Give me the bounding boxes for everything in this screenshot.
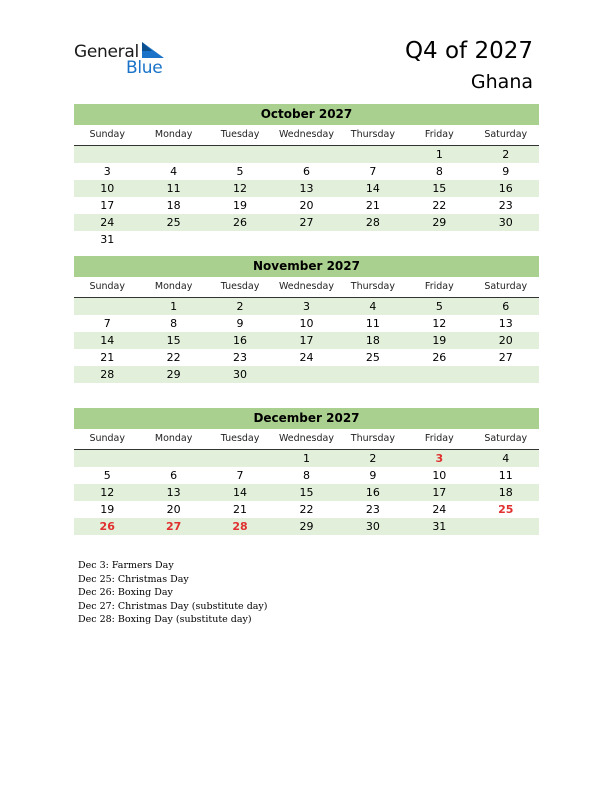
week-row — [74, 518, 539, 535]
date-cell — [340, 366, 406, 383]
date-cell: 25 — [365, 351, 380, 364]
date-cell: 11 — [166, 182, 181, 195]
date-cell — [207, 146, 273, 163]
week-row — [74, 467, 539, 484]
date-cell — [473, 231, 539, 248]
logo-word-general: General — [74, 42, 139, 62]
weekday-label: Friday — [424, 129, 454, 140]
date-cell: 22 — [166, 351, 181, 364]
month-header: October 2027 — [74, 104, 539, 125]
date-cell: 4 — [369, 300, 377, 313]
weekday-header-row — [74, 429, 539, 450]
date-cell: 20 — [299, 199, 314, 212]
date-cell — [207, 450, 273, 467]
page-subtitle: Ghana — [470, 71, 533, 93]
holiday-date: 25 — [498, 503, 514, 516]
week-row — [74, 349, 539, 366]
weekday-label: Wednesday — [278, 433, 334, 444]
weekday-label: Monday — [154, 433, 193, 444]
weekday-label: Wednesday — [278, 281, 334, 292]
date-cell: 18 — [498, 486, 513, 499]
month-december — [74, 408, 539, 535]
weekday-header-row — [74, 125, 539, 146]
date-cell: 4 — [170, 165, 178, 178]
weekday-label: Wednesday — [278, 129, 334, 140]
week-row — [74, 366, 539, 383]
date-cell: 9 — [236, 317, 244, 330]
holiday-note: Dec 3: Farmers Day — [78, 560, 174, 571]
holiday-note: Dec 27: Christmas Day (substitute day) — [78, 600, 268, 612]
weekday-label: Friday — [424, 281, 454, 292]
date-cell: 10 — [299, 317, 314, 330]
date-cell: 5 — [236, 165, 244, 178]
date-cell: 5 — [435, 300, 443, 313]
date-cell: 17 — [299, 334, 314, 347]
date-cell: 4 — [502, 452, 510, 465]
holiday-date: 3 — [435, 452, 444, 465]
weekday-header-row — [74, 277, 539, 298]
date-cell: 24 — [100, 216, 115, 229]
date-cell: 19 — [100, 503, 115, 516]
week-row — [74, 180, 539, 197]
date-cell: 31 — [432, 520, 447, 533]
date-cell: 18 — [166, 199, 181, 212]
date-cell: 21 — [100, 351, 115, 364]
date-cell: 19 — [233, 199, 248, 212]
date-cell: 11 — [365, 317, 380, 330]
week-row — [74, 332, 539, 349]
date-cell: 16 — [365, 486, 380, 499]
date-cell — [473, 518, 539, 535]
date-cell: 5 — [103, 469, 111, 482]
date-cell: 29 — [166, 368, 181, 381]
date-cell — [406, 231, 472, 248]
date-cell: 21 — [233, 503, 248, 516]
holiday-date: 26 — [99, 520, 115, 533]
month-october — [74, 104, 539, 248]
date-cell — [273, 366, 339, 383]
date-cell: 10 — [100, 182, 115, 195]
date-cell: 7 — [103, 317, 111, 330]
date-cell: 27 — [299, 216, 314, 229]
month-header: November 2027 — [74, 256, 539, 277]
week-row — [74, 231, 539, 248]
date-cell: 14 — [100, 334, 115, 347]
holiday-date: 28 — [232, 520, 248, 533]
month-header: December 2027 — [74, 408, 539, 429]
date-cell: 16 — [233, 334, 248, 347]
date-cell: 1 — [435, 148, 443, 161]
date-cell: 21 — [365, 199, 380, 212]
date-cell: 29 — [299, 520, 314, 533]
date-cell: 13 — [498, 317, 513, 330]
date-cell: 17 — [100, 199, 115, 212]
date-cell: 16 — [498, 182, 513, 195]
date-cell: 12 — [432, 317, 447, 330]
week-row — [74, 146, 539, 163]
date-cell — [140, 231, 206, 248]
date-cell: 2 — [502, 148, 510, 161]
date-cell: 6 — [170, 469, 178, 482]
weekday-label: Saturday — [484, 433, 528, 444]
date-cell: 18 — [365, 334, 380, 347]
holiday-note: Dec 26: Boxing Day — [78, 587, 173, 599]
date-cell — [207, 231, 273, 248]
week-row — [74, 450, 539, 467]
week-row — [74, 298, 539, 315]
date-cell — [473, 366, 539, 383]
logo — [74, 42, 174, 78]
date-cell: 24 — [299, 351, 314, 364]
date-cell: 27 — [498, 351, 513, 364]
date-cell: 1 — [170, 300, 178, 313]
date-cell: 29 — [432, 216, 447, 229]
weekday-label: Thursday — [350, 129, 395, 140]
date-cell: 25 — [166, 216, 181, 229]
holiday-date: 27 — [165, 520, 182, 533]
date-cell: 26 — [233, 216, 248, 229]
date-cell — [74, 146, 140, 163]
weekday-label: Saturday — [484, 281, 528, 292]
date-cell: 19 — [432, 334, 447, 347]
week-row — [74, 197, 539, 214]
date-cell: 9 — [369, 469, 377, 482]
date-cell — [140, 146, 206, 163]
date-cell: 1 — [302, 452, 310, 465]
date-cell: 31 — [100, 233, 115, 246]
date-cell — [74, 450, 140, 467]
date-cell: 15 — [166, 334, 181, 347]
weekday-label: Sunday — [89, 281, 125, 292]
week-row — [74, 501, 539, 518]
date-cell: 28 — [100, 368, 115, 381]
date-cell: 10 — [432, 469, 447, 482]
date-cell: 8 — [435, 165, 443, 178]
triangle-flag-icon — [142, 42, 164, 58]
date-cell: 22 — [432, 199, 447, 212]
date-cell — [140, 450, 206, 467]
logo-word-blue: Blue — [126, 58, 163, 78]
date-cell — [74, 298, 140, 315]
date-cell: 28 — [365, 216, 380, 229]
date-cell: 6 — [502, 300, 510, 313]
month-november — [74, 256, 539, 383]
weekday-label: Saturday — [484, 129, 528, 140]
date-cell — [340, 146, 406, 163]
date-cell: 6 — [302, 165, 310, 178]
date-cell: 7 — [236, 469, 244, 482]
date-cell: 13 — [166, 486, 181, 499]
week-row — [74, 214, 539, 231]
week-row — [74, 484, 539, 501]
weekday-label: Monday — [154, 129, 193, 140]
date-cell: 30 — [498, 216, 513, 229]
date-cell: 8 — [302, 469, 310, 482]
date-cell: 7 — [369, 165, 377, 178]
date-cell — [273, 146, 339, 163]
date-cell: 2 — [236, 300, 244, 313]
date-cell: 20 — [166, 503, 181, 516]
date-cell: 22 — [299, 503, 314, 516]
date-cell — [406, 366, 472, 383]
weekday-label: Thursday — [350, 281, 395, 292]
date-cell: 15 — [432, 182, 447, 195]
date-cell: 13 — [299, 182, 314, 195]
weekday-label: Monday — [154, 281, 193, 292]
date-cell: 20 — [498, 334, 513, 347]
date-cell: 30 — [365, 520, 380, 533]
date-cell: 12 — [233, 182, 248, 195]
week-row — [74, 315, 539, 332]
date-cell: 14 — [365, 182, 380, 195]
date-cell: 26 — [432, 351, 447, 364]
weekday-label: Tuesday — [220, 433, 260, 444]
weekday-label: Tuesday — [220, 129, 260, 140]
date-cell: 9 — [502, 165, 510, 178]
holiday-note: Dec 28: Boxing Day (substitute day) — [78, 614, 252, 626]
holiday-note: Dec 25: Christmas Day — [78, 573, 189, 585]
page-title: Q4 of 2027 — [404, 38, 533, 64]
weekday-label: Thursday — [350, 433, 395, 444]
week-row — [74, 163, 539, 180]
weekday-label: Sunday — [89, 433, 125, 444]
date-cell: 23 — [233, 351, 248, 364]
date-cell: 23 — [498, 199, 513, 212]
holiday-notes — [78, 559, 268, 627]
date-cell: 23 — [365, 503, 380, 516]
date-cell: 24 — [432, 503, 447, 516]
date-cell: 15 — [299, 486, 314, 499]
weekday-label: Sunday — [89, 129, 125, 140]
date-cell: 3 — [302, 300, 310, 313]
date-cell: 12 — [100, 486, 115, 499]
date-cell: 30 — [233, 368, 248, 381]
date-cell — [273, 231, 339, 248]
weekday-label: Friday — [424, 433, 454, 444]
date-cell: 11 — [498, 469, 513, 482]
date-cell: 17 — [432, 486, 447, 499]
date-cell: 14 — [233, 486, 248, 499]
date-cell: 3 — [103, 165, 111, 178]
date-cell: 8 — [170, 317, 178, 330]
date-cell — [340, 231, 406, 248]
date-cell: 2 — [369, 452, 377, 465]
weekday-label: Tuesday — [220, 281, 260, 292]
